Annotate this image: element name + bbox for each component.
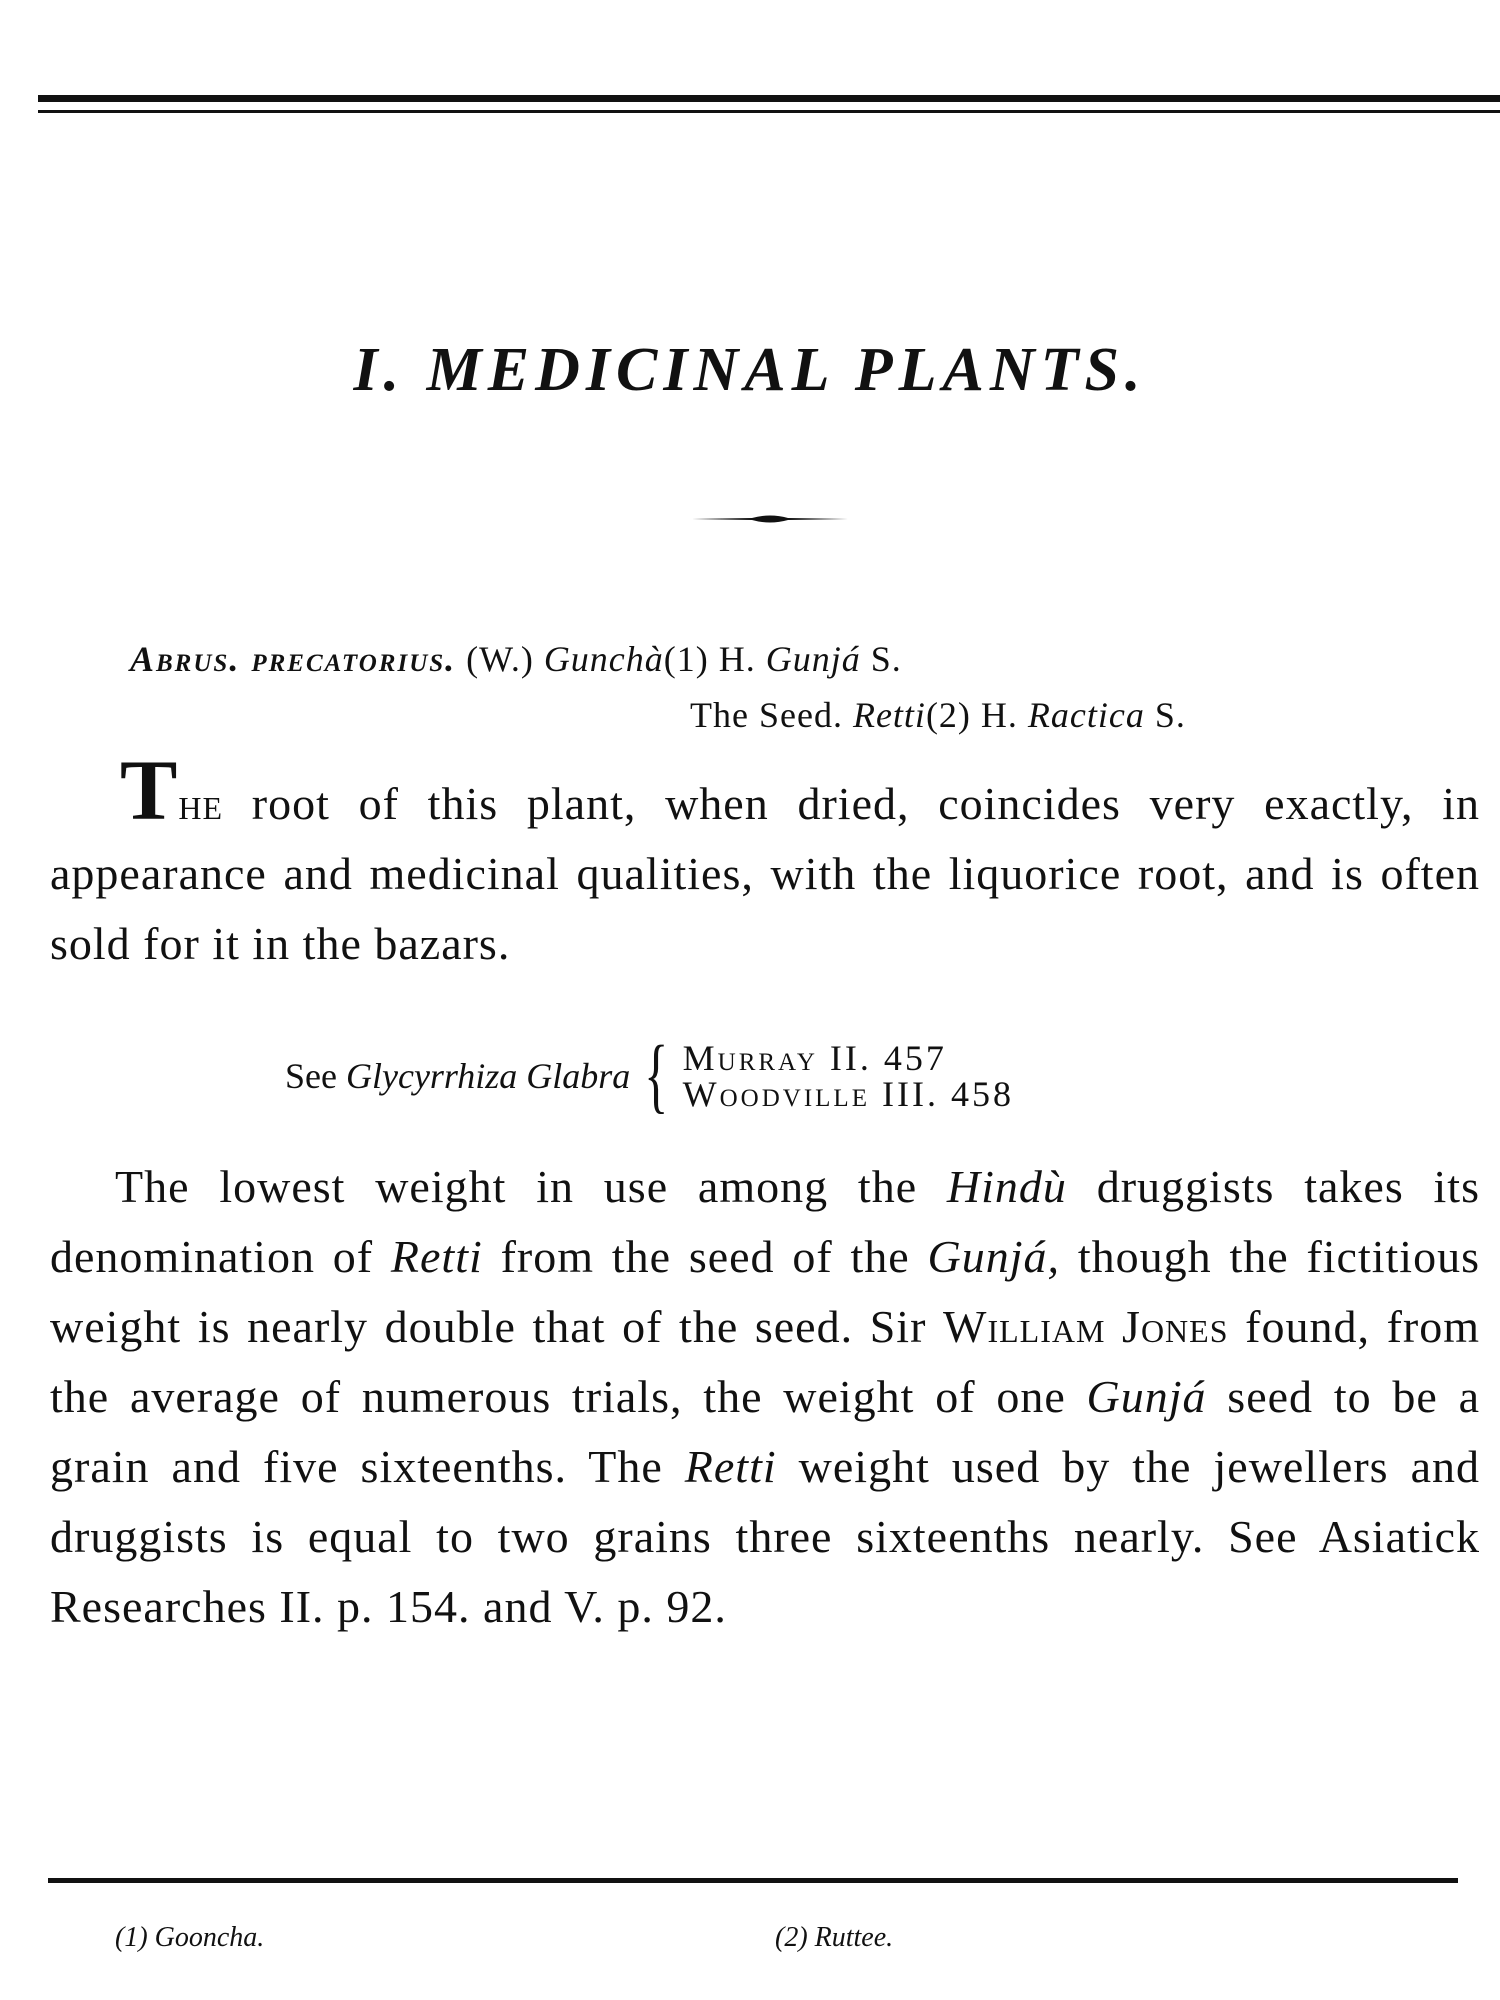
entry-text: The Seed. [690, 695, 853, 735]
top-rule-thin [38, 110, 1500, 113]
latin-name: Abrus. precatorius. [130, 639, 457, 679]
entry-text: S. [860, 639, 902, 679]
see-reference [285, 1029, 1014, 1122]
paragraph-text: root of this plant, when dried, coincides very exactly, in appearance and medicinal qualities, with the liquorice root, and is often sold for it in the bazars. [50, 778, 1480, 969]
hindi-name: Gunchà [543, 639, 664, 679]
sanskrit-name: Gunjá [765, 639, 861, 679]
entry-text: (2) H. [925, 695, 1028, 735]
paragraph-weight-description [50, 1152, 1480, 1642]
person-name: William Jones [943, 1301, 1229, 1352]
entry-header-line1 [130, 638, 902, 680]
drop-cap-smallcaps: he [178, 778, 224, 829]
seed-hindi-name: Retti [852, 695, 926, 735]
italic-term: Hindù [946, 1161, 1067, 1212]
entry-header-line2 [690, 694, 1186, 736]
drop-cap: T [120, 742, 179, 838]
footnote-1: (1) Gooncha. [115, 1922, 265, 1953]
italic-term: Retti [684, 1441, 777, 1492]
paragraph-text: The lowest weight in use among the [115, 1161, 947, 1212]
see-plant-name: Glycyrrhiza Glabra [345, 1056, 631, 1096]
paragraph-text: weight used by the jewellers and druggists is equal to two grains three sixteenths nearly. See Asiatick Researches II. p. 154. and V. p. 92. [50, 1441, 1480, 1632]
seed-sanskrit-name: Ractica [1027, 695, 1145, 735]
see-prefix: See [285, 1056, 346, 1096]
paragraph-text: seed to be a grain and five sixteenths. The [50, 1371, 1480, 1492]
italic-term: Retti [390, 1231, 483, 1282]
entry-text: S. [1144, 695, 1186, 735]
reference-woodville: Woodville III. 458 [682, 1074, 1014, 1114]
paragraph-root-description [50, 742, 1480, 979]
reference-murray: Murray II. 457 [682, 1038, 947, 1078]
italic-term: Gunjá [1086, 1371, 1207, 1422]
entry-text: (1) H. [663, 639, 766, 679]
footnote-2: (2) Ruttee. [775, 1922, 894, 1953]
entry-text: (W.) [456, 639, 544, 679]
page-title: I. MEDICINAL PLANTS. [353, 336, 1147, 404]
paragraph-text: druggists takes its denomination of [50, 1161, 1480, 1282]
ornament-divider [692, 513, 848, 525]
footnote-rule [48, 1878, 1458, 1883]
paragraph-text: found, from the average of numerous trials, the weight of one [50, 1301, 1480, 1422]
paragraph-text: though the fictitious weight is nearly double that of the seed. Sir [50, 1231, 1480, 1352]
italic-term: Gunjá, [927, 1231, 1061, 1282]
top-rule-thick [38, 95, 1500, 102]
brace: { [644, 1029, 669, 1122]
paragraph-text: from the seed of the [482, 1231, 928, 1282]
reference-list [683, 1040, 1014, 1112]
